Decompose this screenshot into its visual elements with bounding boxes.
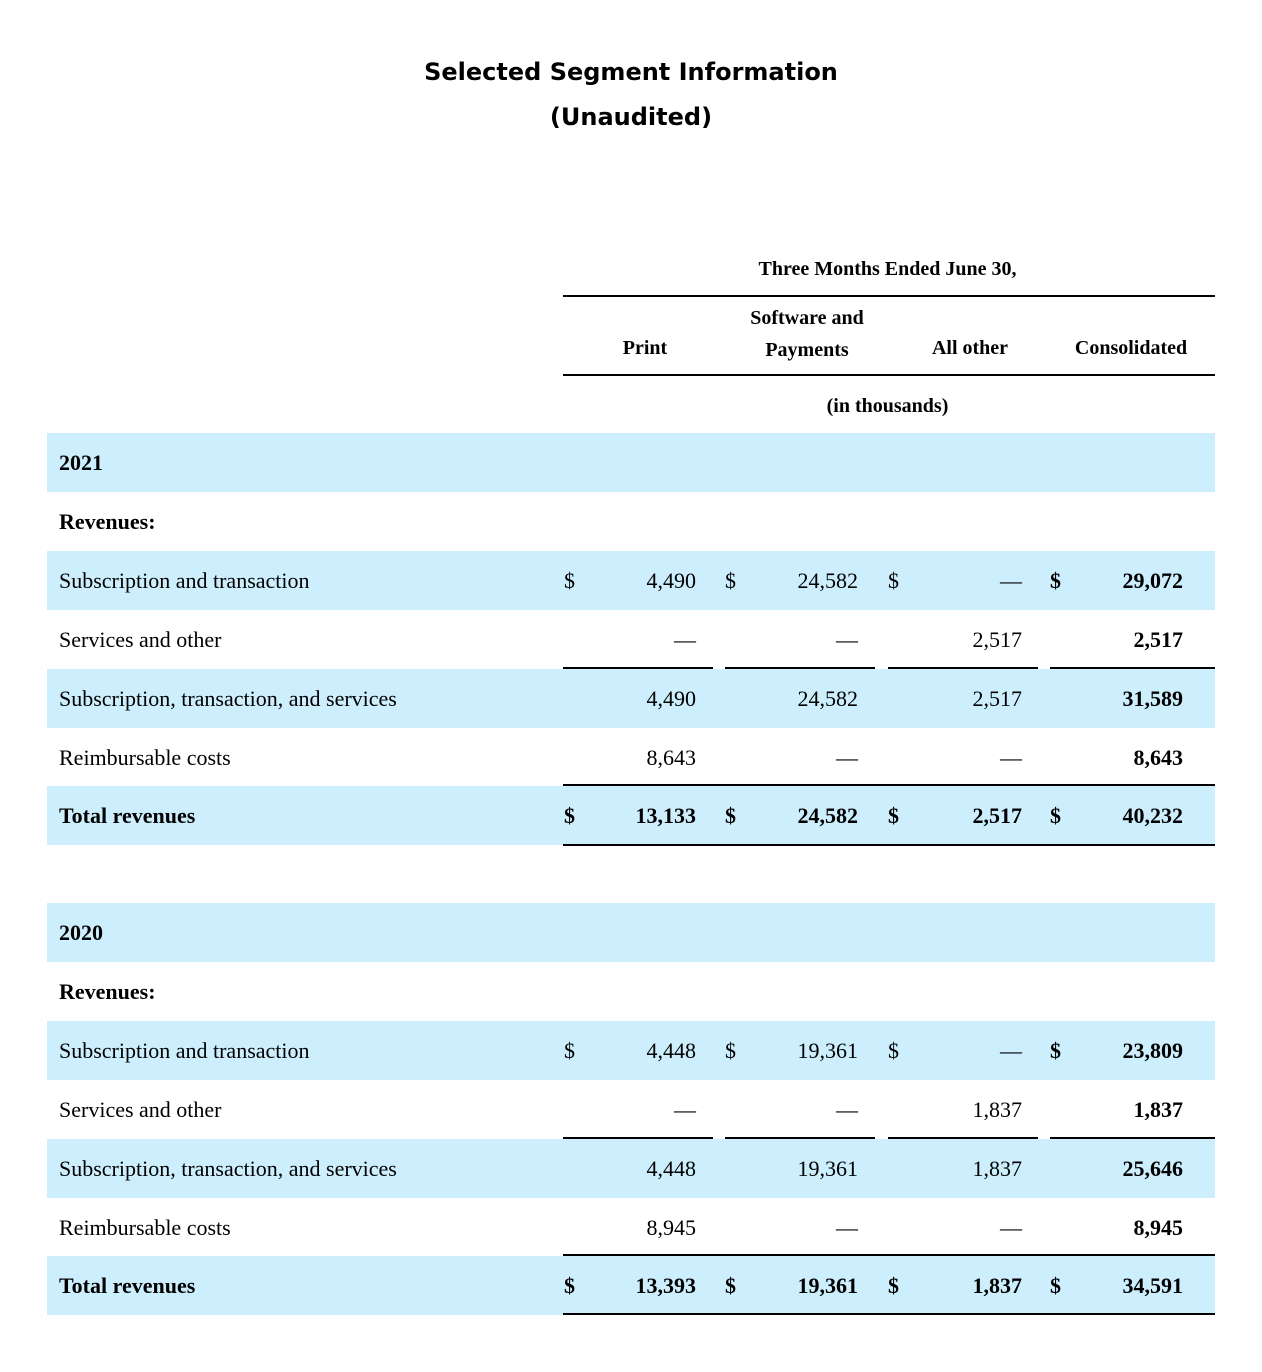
cell-print: 4,490: [646, 686, 696, 711]
currency-symbol: $: [888, 803, 899, 828]
cell-consolidated: 2,517: [1133, 627, 1183, 652]
units-note: (in thousands): [826, 395, 949, 417]
table-row: [0, 1021, 1262, 1080]
section-heading-2021: [0, 492, 1262, 551]
year-heading-2021: [0, 433, 1262, 492]
cell-other: 1,837: [972, 1156, 1022, 1181]
cell-other: 2,517: [972, 686, 1022, 711]
cell-consolidated: 29,072: [1122, 568, 1183, 593]
cell-consolidated: 34,591: [1122, 1273, 1183, 1298]
cell-print: 4,448: [646, 1156, 696, 1181]
section-label: Revenues:: [59, 979, 156, 1004]
cell-software: —: [836, 1097, 858, 1122]
cell-consolidated: 8,643: [1133, 745, 1183, 770]
currency-symbol: $: [725, 1038, 736, 1063]
table-row: [0, 1139, 1262, 1198]
cell-other: —: [1000, 568, 1022, 593]
row-label: Services and other: [59, 1097, 222, 1122]
row-label: Subscription and transaction: [59, 568, 310, 593]
currency-symbol: $: [564, 1038, 575, 1063]
header-bottom-rule: [563, 374, 1215, 376]
currency-symbol: $: [725, 803, 736, 828]
cell-other: 2,517: [972, 627, 1022, 652]
row-label: Reimbursable costs: [59, 745, 231, 770]
total-bottom-rule: [563, 1313, 1215, 1315]
table-row: [0, 610, 1262, 669]
col-header-all-other: All other: [931, 337, 1009, 359]
year-heading-2020: [0, 903, 1262, 962]
col-header-software-line2: Payments: [765, 339, 849, 361]
year-label: 2020: [59, 920, 103, 945]
currency-symbol: $: [725, 1273, 736, 1298]
year-label: 2021: [59, 450, 103, 475]
cell-print: 8,643: [646, 745, 696, 770]
cell-other: —: [1000, 1215, 1022, 1240]
currency-symbol: $: [1050, 803, 1061, 828]
cell-software: 19,361: [797, 1038, 858, 1063]
table-row: [0, 551, 1262, 610]
cell-software: 24,582: [797, 686, 858, 711]
total-row: [0, 786, 1262, 845]
cell-print: —: [674, 1097, 696, 1122]
cell-other: 1,837: [972, 1097, 1022, 1122]
table-row: [0, 669, 1262, 728]
cell-consolidated: 8,945: [1133, 1215, 1183, 1240]
page-title: Selected Segment Information: [424, 58, 838, 86]
currency-symbol: $: [888, 568, 899, 593]
cell-software: 19,361: [797, 1156, 858, 1181]
header-top-rule: [563, 295, 1215, 297]
currency-symbol: $: [1050, 1273, 1061, 1298]
table-row: [0, 1198, 1262, 1257]
section-label: Revenues:: [59, 509, 156, 534]
total-row: [0, 1256, 1262, 1315]
cell-other: 1,837: [972, 1273, 1022, 1298]
period-header: Three Months Ended June 30,: [758, 258, 1017, 280]
currency-symbol: $: [564, 803, 575, 828]
row-label: Services and other: [59, 627, 222, 652]
currency-symbol: $: [888, 1038, 899, 1063]
cell-print: —: [674, 627, 696, 652]
page-subtitle: (Unaudited): [549, 103, 713, 131]
cell-print: 4,490: [646, 568, 696, 593]
row-label: Reimbursable costs: [59, 1215, 231, 1240]
section-heading-2020: [0, 962, 1262, 1021]
table-row: [0, 1080, 1262, 1139]
col-header-print: Print: [622, 337, 668, 359]
row-label: Subscription, transaction, and services: [59, 1156, 397, 1181]
cell-consolidated: 25,646: [1122, 1156, 1183, 1181]
col-header-software-line1: Software and: [750, 307, 864, 329]
cell-software: —: [836, 627, 858, 652]
row-label: Subscription, transaction, and services: [59, 686, 397, 711]
cell-other: —: [1000, 1038, 1022, 1063]
cell-software: 24,582: [797, 568, 858, 593]
cell-software: —: [836, 745, 858, 770]
cell-software: —: [836, 1215, 858, 1240]
cell-consolidated: 1,837: [1133, 1097, 1183, 1122]
table-row: [0, 728, 1262, 787]
cell-consolidated: 23,809: [1122, 1038, 1183, 1063]
cell-software: 24,582: [797, 803, 858, 828]
cell-print: 4,448: [646, 1038, 696, 1063]
cell-other: —: [1000, 745, 1022, 770]
cell-consolidated: 31,589: [1122, 686, 1183, 711]
cell-software: 19,361: [797, 1273, 858, 1298]
currency-symbol: $: [564, 568, 575, 593]
total-bottom-rule: [563, 844, 1215, 846]
currency-symbol: $: [888, 1273, 899, 1298]
row-label: Total revenues: [59, 1273, 196, 1298]
currency-symbol: $: [725, 568, 736, 593]
currency-symbol: $: [564, 1273, 575, 1298]
row-label: Subscription and transaction: [59, 1038, 310, 1063]
col-header-consolidated: Consolidated: [1074, 337, 1188, 359]
currency-symbol: $: [1050, 568, 1061, 593]
row-label: Total revenues: [59, 803, 196, 828]
cell-consolidated: 40,232: [1122, 803, 1183, 828]
cell-print: 8,945: [646, 1215, 696, 1240]
cell-print: 13,393: [635, 1273, 696, 1298]
currency-symbol: $: [1050, 1038, 1061, 1063]
cell-other: 2,517: [972, 803, 1022, 828]
cell-print: 13,133: [635, 803, 696, 828]
